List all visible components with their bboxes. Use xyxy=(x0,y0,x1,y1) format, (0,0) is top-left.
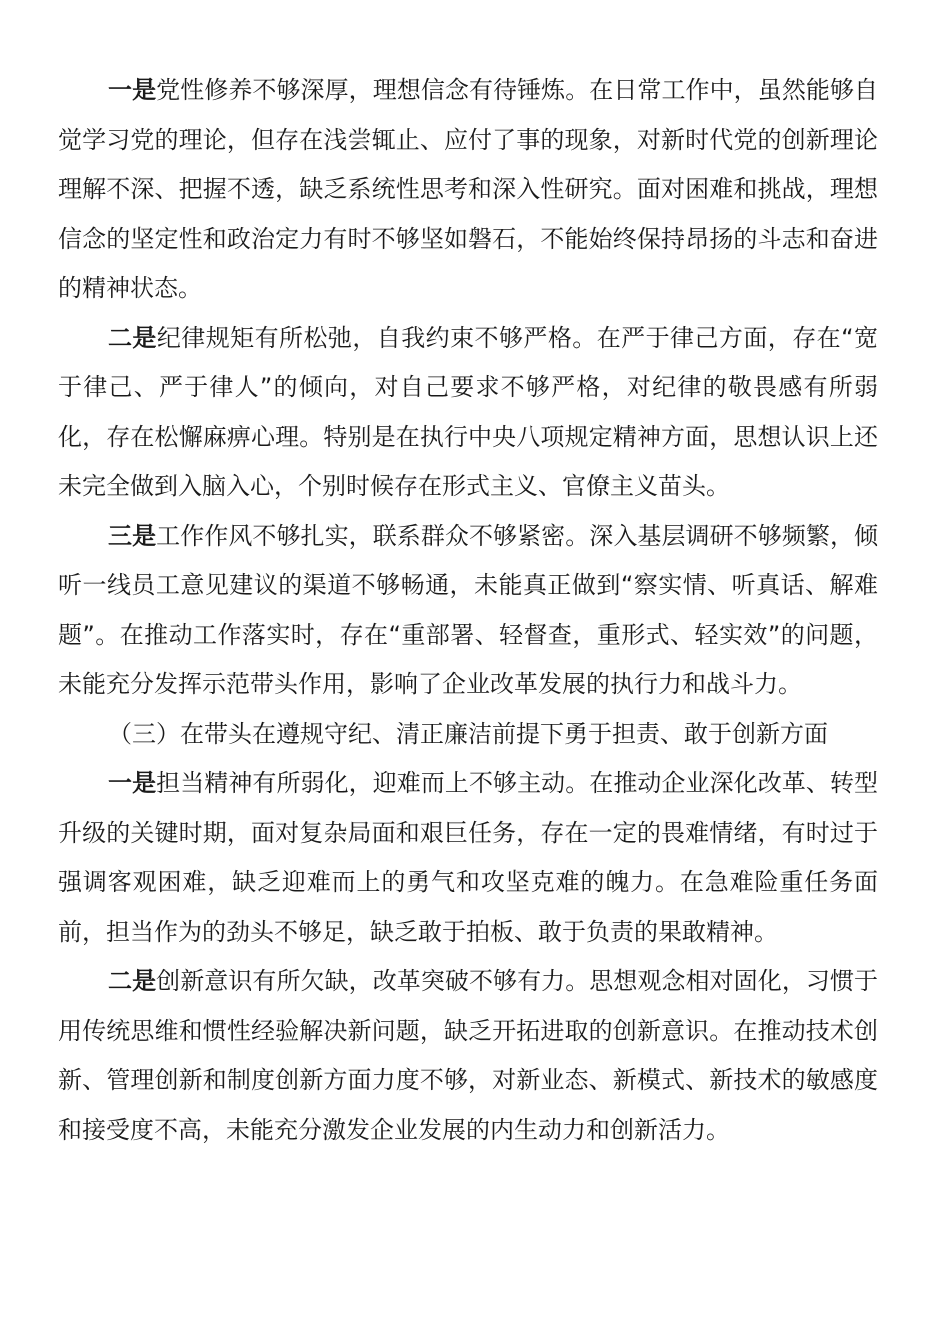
document-body xyxy=(58,66,878,1155)
paragraph-text: 创新意识有所欠缺，改革突破不够有力。思想观念相对固化，习惯于用传统思维和惯性经验解决新问题，缺乏开拓进取的创新意识。在推动技术创新、管理创新和制度创新方面力度不够，对新业态、新模式、新技术的敏感度和接受度不高，未能充分激发企业发展的内生动力和创新活力。 xyxy=(58,967,879,1144)
paragraph-lead: 二是 xyxy=(108,967,157,995)
paragraph-lead: 三是 xyxy=(108,521,157,550)
paragraph-1 xyxy=(58,66,878,314)
paragraph-lead: 一是 xyxy=(108,76,157,104)
section-heading: （三）在带头在遵规守纪、清正廉洁前提下勇于担责、敢于创新方面 xyxy=(108,719,828,748)
paragraph-text: 工作作风不够扎实，联系群众不够紧密。深入基层调研不够频繁，倾听一线员工意见建议的渠道不够畅通，未能真正做到“察实情、听真话、解难题”。在推动工作落实时，存在“重部署、轻督查，重形式、轻实效”的问题，未能充分发挥示范带头作用，影响了企业改革发展的执行力和战斗力。 xyxy=(58,521,879,698)
paragraph-lead: 二是 xyxy=(108,323,157,352)
paragraph-3 xyxy=(58,512,878,710)
section-paragraph-2 xyxy=(58,957,878,1155)
section-paragraph-1 xyxy=(58,759,878,957)
paragraph-text: 纪律规矩有所松弛，自我约束不够严格。在严于律己方面，存在“宽于律己、严于律人”的倾向，对自己要求不够严格，对纪律的敬畏感有所弱化，存在松懈麻痹心理。特别是在执行中央八项规定精神方面，思想认识上还未完全做到入脑入心，个别时候存在形式主义、官僚主义苗头。 xyxy=(58,323,878,500)
paragraph-text: 党性修养不够深厚，理想信念有待锤炼。在日常工作中，虽然能够自觉学习党的理论，但存在浅尝辄止、应付了事的现象，对新时代党的创新理论理解不深、把握不透，缺乏系统性思考和深入性研究。面对困难和挑战，理想信念的坚定性和政治定力有时不够坚如磐石，不能始终保持昂扬的斗志和奋进的精神状态。 xyxy=(58,76,879,302)
paragraph-lead: 一是 xyxy=(108,769,157,797)
paragraph-text: 担当精神有所弱化，迎难而上不够主动。在推动企业深化改革、转型升级的关键时期，面对复杂局面和艰巨任务，存在一定的畏难情绪，有时过于强调客观困难，缺乏迎难而上的勇气和攻坚克难的魄力。在急难险重任务面前，担当作为的劲头不够足，缺乏敢于拍板、敢于负责的果敢精神。 xyxy=(58,769,879,946)
paragraph-2 xyxy=(58,314,878,512)
